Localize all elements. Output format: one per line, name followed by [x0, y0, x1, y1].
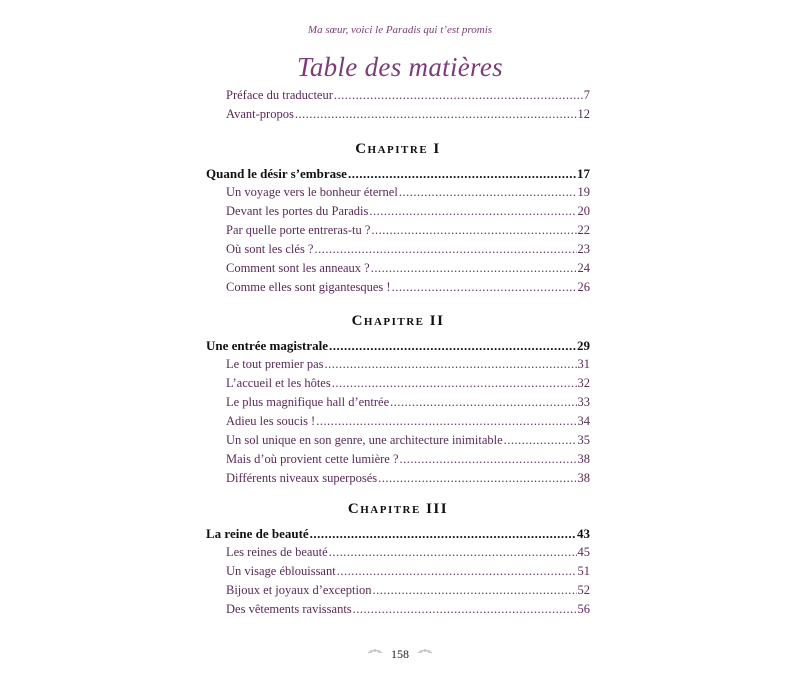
dot-leader: [390, 395, 576, 410]
toc-entry-label: Le plus magnifique hall d’entrée: [226, 395, 390, 409]
toc-entry-label: Où sont les clés ?: [226, 242, 314, 256]
toc-entry-page: 24: [577, 261, 590, 275]
toc-entry-page: 38: [577, 452, 590, 466]
toc-entry-label: Le tout premier pas: [226, 357, 324, 371]
toc-entry[interactable]: [226, 414, 590, 433]
toc-entry-page: 7: [583, 88, 590, 102]
toc-entry[interactable]: [226, 204, 590, 223]
toc-entry-label: Des vêtements ravissants: [226, 602, 352, 616]
front-matter: [206, 88, 590, 126]
dot-leader: [372, 583, 576, 598]
toc-entry-page: 22: [577, 223, 590, 237]
toc-entry-page: 12: [577, 107, 590, 121]
dot-leader: [371, 261, 577, 276]
toc-entry-page: 29: [577, 338, 590, 353]
dot-leader: [369, 204, 576, 219]
dot-leader: [334, 88, 583, 103]
dot-leader: [392, 280, 577, 295]
toc-entry-label: Comment sont les anneaux ?: [226, 261, 370, 275]
toc-entry-label: Bijoux et joyaux d’exception: [226, 583, 372, 597]
dot-leader: [316, 414, 576, 429]
dot-leader: [332, 376, 577, 391]
dot-leader: [348, 166, 576, 182]
page-footer: [0, 647, 800, 662]
toc-entry[interactable]: [226, 280, 590, 299]
toc-entry-page: 33: [577, 395, 590, 409]
toc-entry-label: Un visage éblouissant: [226, 564, 336, 578]
toc-entry-page: 52: [577, 583, 590, 597]
dot-leader: [329, 338, 576, 354]
toc-entry-page: 20: [577, 204, 590, 218]
toc-entry-label: Mais d’où provient cette lumière ?: [226, 452, 399, 466]
toc-entry-label: Adieu les soucis !: [226, 414, 316, 428]
dot-leader: [337, 564, 577, 579]
toc-entry[interactable]: [226, 88, 590, 107]
toc-entry[interactable]: [226, 357, 590, 376]
toc-entry-page: 43: [577, 526, 590, 541]
toc-entry[interactable]: [226, 223, 590, 242]
toc-entry-page: 34: [577, 414, 590, 428]
toc-entry-label: Avant-propos: [226, 107, 294, 121]
toc-entry-label: Un voyage vers le bonheur éternel: [226, 185, 398, 199]
toc-entry-page: 35: [577, 433, 590, 447]
toc-entry-page: 23: [577, 242, 590, 256]
leaf-ornament-left-icon: [367, 647, 383, 662]
dot-leader: [353, 602, 577, 617]
dot-leader: [310, 526, 576, 542]
dot-leader: [329, 545, 577, 560]
toc-entry[interactable]: [226, 602, 590, 621]
toc-entry[interactable]: [226, 185, 590, 204]
toc-entry[interactable]: [226, 107, 590, 126]
dot-leader: [295, 107, 577, 122]
running-head: Ma sœur, voici le Paradis qui t’est promis: [307, 24, 493, 36]
toc-entry-label: Quand le désir s’embrase: [206, 166, 347, 181]
toc-entry-page: 38: [577, 471, 590, 485]
chapter-heading: Chapitre III: [347, 501, 449, 517]
toc-entry-page: 19: [577, 185, 590, 199]
leaf-ornament-right-icon: [417, 647, 433, 662]
dot-leader: [371, 223, 576, 238]
toc-entry-label: Par quelle porte entreras-tu ?: [226, 223, 371, 237]
chapter-title-entry[interactable]: [206, 166, 590, 185]
chapter-2: [206, 310, 590, 490]
dot-leader: [378, 471, 576, 486]
toc-entry-label: Devant les portes du Paradis: [226, 204, 369, 218]
dot-leader: [325, 357, 577, 372]
toc-entry[interactable]: [226, 583, 590, 602]
chapter-heading: Chapitre I: [355, 141, 441, 157]
toc-entry-page: 32: [577, 376, 590, 390]
toc-entry[interactable]: [226, 261, 590, 280]
toc-entry-page: 17: [577, 166, 590, 181]
page-number: 158: [391, 647, 409, 661]
toc-entry-page: 51: [577, 564, 590, 578]
dot-leader: [504, 433, 577, 448]
toc-entry[interactable]: [226, 433, 590, 452]
toc-entry-page: 31: [577, 357, 590, 371]
toc-entry-label: Différents niveaux superposés: [226, 471, 378, 485]
toc-entry-label: La reine de beauté: [206, 526, 309, 541]
toc-entry-label: Comme elles sont gigantesques !: [226, 280, 391, 294]
toc-entry[interactable]: [226, 452, 590, 471]
dot-leader: [399, 185, 577, 200]
toc-entry-page: 45: [577, 545, 590, 559]
chapter-1: [206, 138, 590, 299]
chapter-heading: Chapitre II: [351, 313, 445, 329]
toc-entry-page: 56: [577, 602, 590, 616]
toc-entry[interactable]: [226, 471, 590, 490]
toc-entry[interactable]: [226, 545, 590, 564]
toc-title: Table des matières: [297, 52, 503, 82]
toc-entry-page: 26: [577, 280, 590, 294]
toc-entry[interactable]: [226, 564, 590, 583]
toc-entry[interactable]: [226, 395, 590, 414]
toc-entry-label: Une entrée magistrale: [206, 338, 329, 353]
toc-entry-label: L’accueil et les hôtes: [226, 376, 331, 390]
toc-entry-label: Les reines de beauté: [226, 545, 328, 559]
chapter-3: [206, 498, 590, 621]
toc-entry-label: Un sol unique en son genre, une architecture inimitable: [226, 433, 503, 447]
toc-entry[interactable]: [226, 242, 590, 261]
chapter-title-entry[interactable]: [206, 526, 590, 545]
chapter-title-entry[interactable]: [206, 338, 590, 357]
dot-leader: [314, 242, 576, 257]
toc-entry-label: Préface du traducteur: [226, 88, 333, 102]
dot-leader: [400, 452, 577, 467]
toc-entry[interactable]: [226, 376, 590, 395]
